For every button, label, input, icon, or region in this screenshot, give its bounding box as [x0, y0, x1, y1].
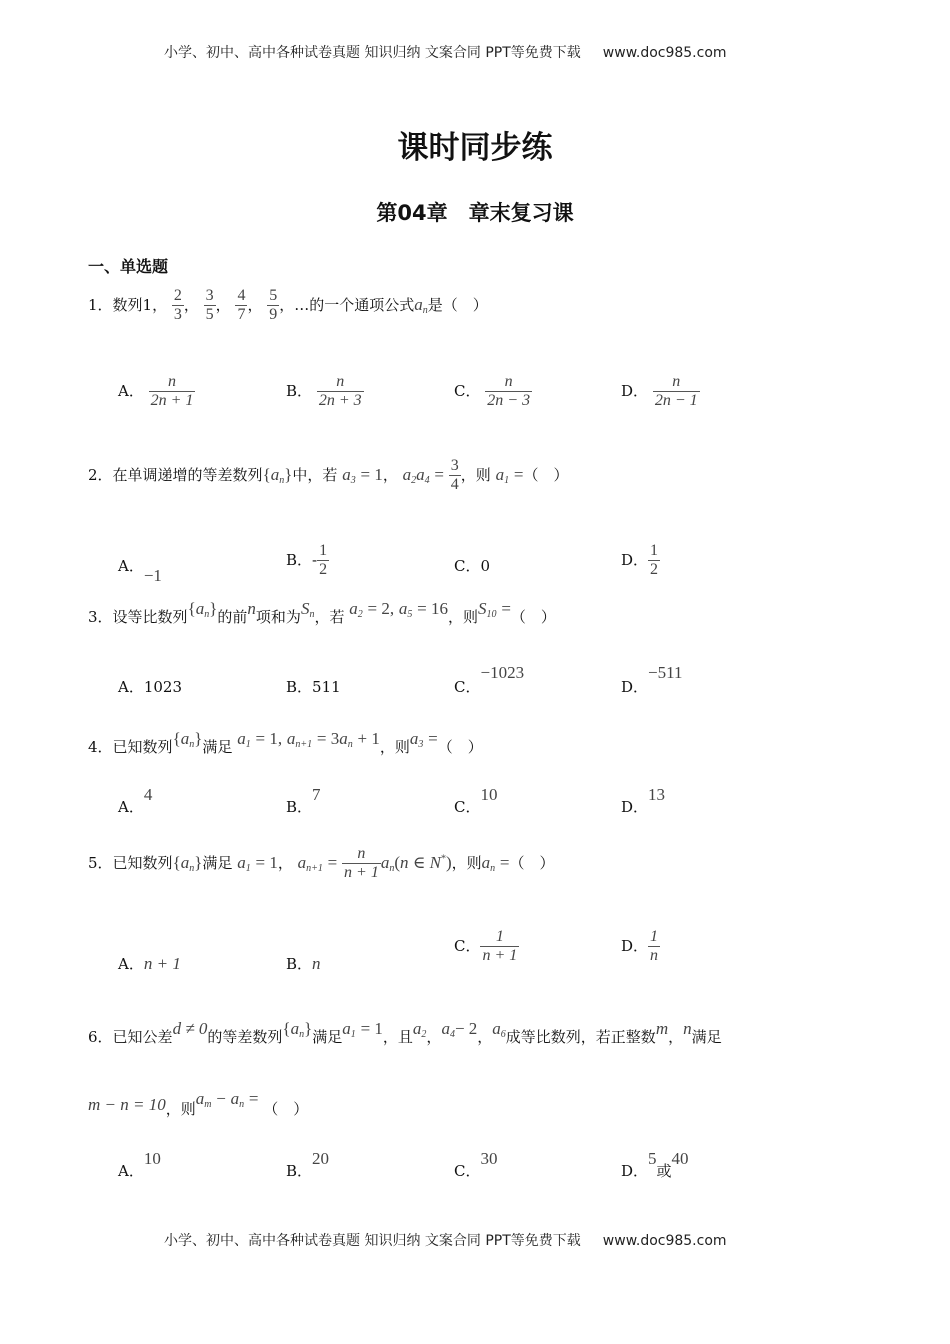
- q3-option-b[interactable]: B．511: [286, 678, 341, 696]
- footer-url[interactable]: www.doc985.com: [602, 1233, 727, 1249]
- q4-option-d[interactable]: D．13: [621, 785, 666, 816]
- q4-option-c[interactable]: C．10: [454, 785, 498, 816]
- section-heading: 一、单选题: [88, 257, 169, 276]
- q2-option-a[interactable]: A．−1: [118, 557, 162, 585]
- q6-option-b[interactable]: B．20: [286, 1149, 330, 1180]
- q6-option-a[interactable]: A．10: [118, 1149, 161, 1180]
- q1-option-a[interactable]: A． $\frac{n}{2n + 1}$: [118, 373, 194, 410]
- q5-option-c[interactable]: C． $\frac{1}{n + 1}$: [454, 928, 518, 965]
- q3-option-d[interactable]: D．−511: [621, 663, 683, 696]
- question-1: 1．数列1， $\frac{2}{3}$ ， $\frac{3}{5}$ ， $\frac{4}{7}$ ， $\frac{5}{9}$ ，…的一个通项公式$a_n$是（ ）: [88, 287, 488, 324]
- question-2: 2．在单调递增的等差数列$\{a_n\}$中，若 $a_3 = 1$， $a_2a_4$ = $\frac{3}{4}$ ，则 $a_1$ =（ ）: [88, 457, 569, 494]
- page-footer: [164, 1230, 727, 1250]
- question-3: 3．设等比数列$\{a_n\}$的前n项和为$S_n$，若 $a_2 = 2$, $a_5 = 16$，则$S_{10}$ =（ ）: [88, 599, 556, 626]
- page-title: 课时同步练: [397, 130, 553, 166]
- q5-option-d[interactable]: D． $\frac{1}{n}$: [621, 928, 659, 965]
- question-4: 4．已知数列$\{a_n\}$满足 $a_1 = 1$, $a_{n+1} = 3a_n + 1$，则$a_3$ =（ ）: [88, 729, 483, 756]
- q6-option-d[interactable]: D．5或40: [621, 1149, 689, 1180]
- page-header: [164, 42, 727, 62]
- q5-option-b[interactable]: B．n: [286, 954, 321, 973]
- q5-option-a[interactable]: A．n + 1: [118, 954, 181, 973]
- q1-option-c[interactable]: C． $\frac{n}{2n - 3}$: [454, 373, 531, 410]
- footer-text: 小学、初中、高中各种试卷真题 知识归纳 文案合同 PPT等免费下载: [164, 1233, 581, 1249]
- header-url[interactable]: www.doc985.com: [602, 45, 727, 61]
- question-5: 5．已知数列$\{a_n\}$满足 $a_1 = 1$， $a_{n+1}$ = $\frac{n}{n + 1}$ $a_n(n$ ∈ N*)，则$a_n$ =（ ）: [88, 845, 555, 882]
- question-6: 6．已知公差d ≠ 0的等差数列$\{a_n\}$满足$a_1 = 1$，且$a_2$，$a_4- 2$，$a_6$成等比数列，若正整数m，n满足: [88, 1019, 722, 1046]
- q4-option-b[interactable]: B．7: [286, 785, 321, 816]
- header-text: 小学、初中、高中各种试卷真题 知识归纳 文案合同 PPT等免费下载: [164, 45, 581, 61]
- question-6-line-2: m − n = 10，则$a_m - a_n$ = （ ）: [88, 1089, 309, 1118]
- page-subtitle: 第04章 章末复习课: [376, 201, 574, 225]
- q3-option-c[interactable]: C．−1023: [454, 663, 525, 696]
- q3-option-a[interactable]: A．1023: [118, 678, 183, 696]
- q6-option-c[interactable]: C．30: [454, 1149, 498, 1180]
- q1-option-d[interactable]: D． $\frac{n}{2n - 1}$: [621, 373, 698, 410]
- q1-option-b[interactable]: B． $\frac{n}{2n + 3}$: [286, 373, 362, 410]
- q2-option-b[interactable]: B．- $\frac{1}{2}$: [286, 542, 328, 579]
- q4-option-a[interactable]: A．4: [118, 785, 153, 816]
- q2-option-d[interactable]: D． $\frac{1}{2}$: [621, 542, 659, 579]
- q2-option-c[interactable]: C．0: [454, 557, 491, 575]
